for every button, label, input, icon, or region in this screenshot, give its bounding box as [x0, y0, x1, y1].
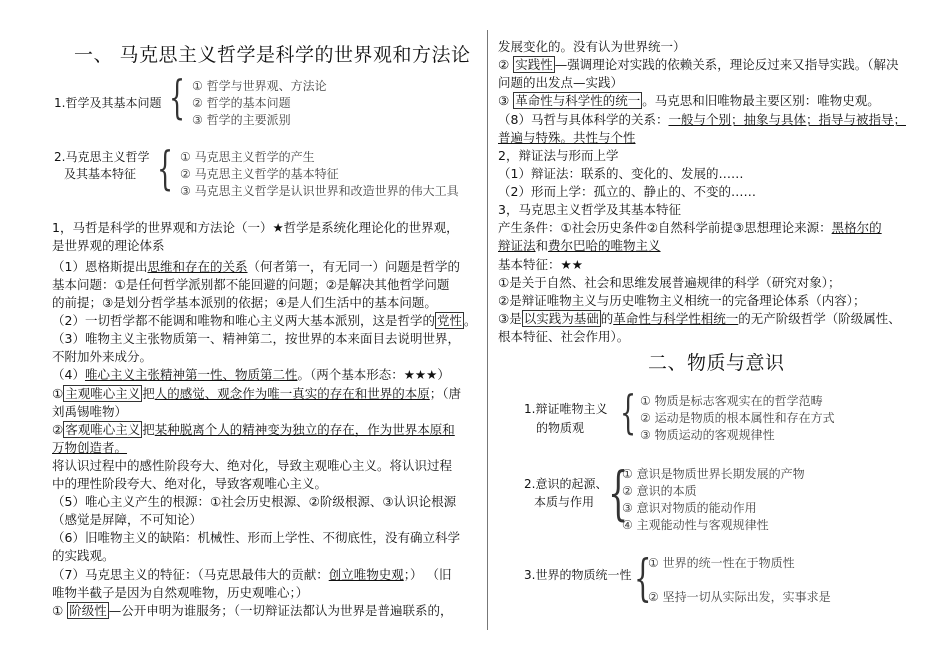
outline-label-line2: 的物质观 — [536, 421, 585, 435]
paragraph: 的实践观。 — [52, 548, 115, 563]
paragraph: （2）形而上学：孤立的、静止的、不变的…… — [498, 184, 756, 199]
outline-label-line1: 2.意识的起源、 — [524, 477, 608, 491]
paragraph: （7）马克思主义的特征：（马克思最伟大的贡献：创立唯物史观；） （旧 — [52, 567, 452, 582]
brace-icon: { — [634, 549, 652, 607]
brace-icon: { — [157, 141, 174, 195]
outline-label-line1: 2.马克思主义哲学 — [54, 150, 150, 164]
outline-item: ① 意识是物质世界长期发展的产物 — [622, 467, 805, 481]
paragraph: ① 主观唯心主义 把人的感觉、观念作为唯一真实的存在和世界的本原；（唐 — [52, 386, 462, 401]
outline-item: ① 哲学与世界观、方法论 — [192, 79, 327, 93]
outline-item: ③ 物质运动的客观规律性 — [640, 428, 775, 442]
outline-item: ② 坚持一切从实际出发，实事求是 — [648, 590, 831, 604]
paragraph: ②是辩证唯物主义与历史唯物主义相统一的完备理论体系（内容）； — [498, 293, 866, 308]
outline-item: ③ 意识对物质的能动作用 — [622, 501, 757, 515]
paragraph: ③是 以实践为基础 的革命性与科学性相统一的无产阶级哲学（阶级属性、 — [498, 311, 901, 326]
outline-item: ② 马克思主义哲学的基本特征 — [180, 167, 339, 181]
paragraph: 是世界观的理论体系 — [52, 238, 165, 253]
section-title-1: 一、 马克思主义哲学是科学的世界观和方法论 — [74, 44, 471, 66]
outline-item: ② 哲学的基本问题 — [192, 96, 291, 110]
paragraph: 2，辩证法与形而上学 — [498, 148, 619, 163]
paragraph: （1）辩证法：联系的、变化的、发展的…… — [498, 166, 744, 181]
paragraph: 发展变化的。没有认为世界统一） — [498, 39, 686, 54]
column-divider — [487, 30, 488, 630]
paragraph: 产生条件：①社会历史条件②自然科学前提③思想理论来源：黑格尔的 — [498, 220, 882, 235]
outline-item: ① 物质是标志客观实在的哲学范畴 — [640, 394, 823, 408]
outline-item: ② 意识的本质 — [622, 484, 697, 498]
outline-item: ③ 马克思主义哲学是认识世界和改造世界的伟大工具 — [180, 184, 459, 198]
outline-item: ④ 主观能动性与客观规律性 — [622, 518, 769, 532]
outline-item: ① 马克思主义哲学的产生 — [180, 150, 315, 164]
brace-icon: { — [169, 70, 186, 124]
section-title-2: 二、物质与意识 — [648, 352, 785, 374]
paragraph: 3，马克思主义哲学及其基本特征 — [498, 202, 681, 217]
paragraph: 中的理性阶段夸大、绝对化，导致客观唯心主义。 — [52, 476, 328, 491]
paragraph: 问题的出发点—实践） — [498, 75, 624, 90]
outline-label: 3.世界的物质统一性 — [524, 568, 632, 582]
outline-item: ② 运动是物质的根本属性和存在方式 — [640, 411, 835, 425]
paragraph: 将认识过程中的感性阶段夸大、绝对化，导致主观唯心主义。将认识过程 — [52, 458, 453, 473]
paragraph: ② 客观唯心主义 把某种脱离个人的精神变为独立的存在，作为世界本原和 — [52, 422, 455, 437]
paragraph: 基本特征：★★ — [498, 257, 583, 272]
paragraph: 刘禹锡唯物） — [52, 404, 128, 419]
paragraph: （3）唯物主义主张物质第一、精神第二，按世界的本来面目去说明世界， — [52, 331, 460, 346]
paragraph: 唯物半截子是因为自然观唯物，历史观唯心；） — [52, 585, 309, 600]
paragraph: ② 实践性 —强调理论对实践的依赖关系，理论反过来又指导实践。（解决 — [498, 57, 899, 72]
paragraph: （5）唯心主义产生的根源：①社会历史根源、②阶级根源、③认识论根源 — [52, 494, 457, 509]
paragraph: 的前提；③是划分哲学基本派别的依据；④是人们生活中的基本问题。 — [52, 295, 437, 310]
paragraph: 1，马哲是科学的世界观和方法论（一）★哲学是系统化理论化的世界观， — [52, 220, 459, 235]
outline-item: ③ 哲学的主要派别 — [192, 113, 291, 127]
paragraph: （6）旧唯物主义的缺陷：机械性、形而上学性、不彻底性，没有确立科学 — [52, 530, 460, 545]
outline-item: ① 世界的统一性在于物质性 — [648, 556, 795, 570]
paragraph: 基本问题：①是任何哲学派别都不能回避的问题；②是解决其他哲学问题 — [52, 277, 450, 292]
paragraph: 普遍与特殊。共性与个性 — [498, 130, 636, 145]
outline-label-line2: 及其基本特征 — [64, 167, 137, 181]
brace-icon: { — [608, 459, 629, 527]
outline-label: 1.哲学及其基本问题 — [54, 96, 162, 110]
outline-label-line2: 本质与作用 — [534, 495, 595, 509]
paragraph: 万物创造者。 — [52, 440, 128, 455]
paragraph: （4）唯心主义主张精神第一性、物质第二性。（两个基本形态：★★★） — [52, 367, 450, 382]
outline-label-line1: 1.辩证唯物主义 — [524, 402, 608, 416]
paragraph: （8）马哲与具体科学的关系：一般与个别；抽象与具体；指导与被指导； — [498, 112, 906, 127]
paragraph: 辩证法和费尔巴哈的唯物主义 — [498, 238, 661, 253]
paragraph: （2）一切哲学都不能调和唯物和唯心主义两大基本派别，这是哲学的 党性 。 — [52, 313, 477, 328]
paragraph: （1）恩格斯提出思维和存在的关系（何者第一，有无同一）问题是哲学的 — [52, 259, 460, 274]
paragraph: ③ 革命性与科学性的统一 。马克思和旧唯物最主要区别：唯物史观。 — [498, 93, 880, 108]
paragraph: ①是关于自然、社会和思维发展普遍规律的科学（研究对象）； — [498, 275, 841, 290]
paragraph: ① 阶级性 —公开申明为谁服务；（一切辩证法都认为世界是普遍联系的， — [52, 603, 453, 618]
brace-icon: { — [620, 385, 637, 439]
paragraph: 根本特征、社会作用）。 — [498, 329, 630, 344]
paragraph: 不附加外来成分。 — [52, 349, 153, 364]
paragraph: （感觉是屏障，不可知论） — [52, 512, 203, 527]
